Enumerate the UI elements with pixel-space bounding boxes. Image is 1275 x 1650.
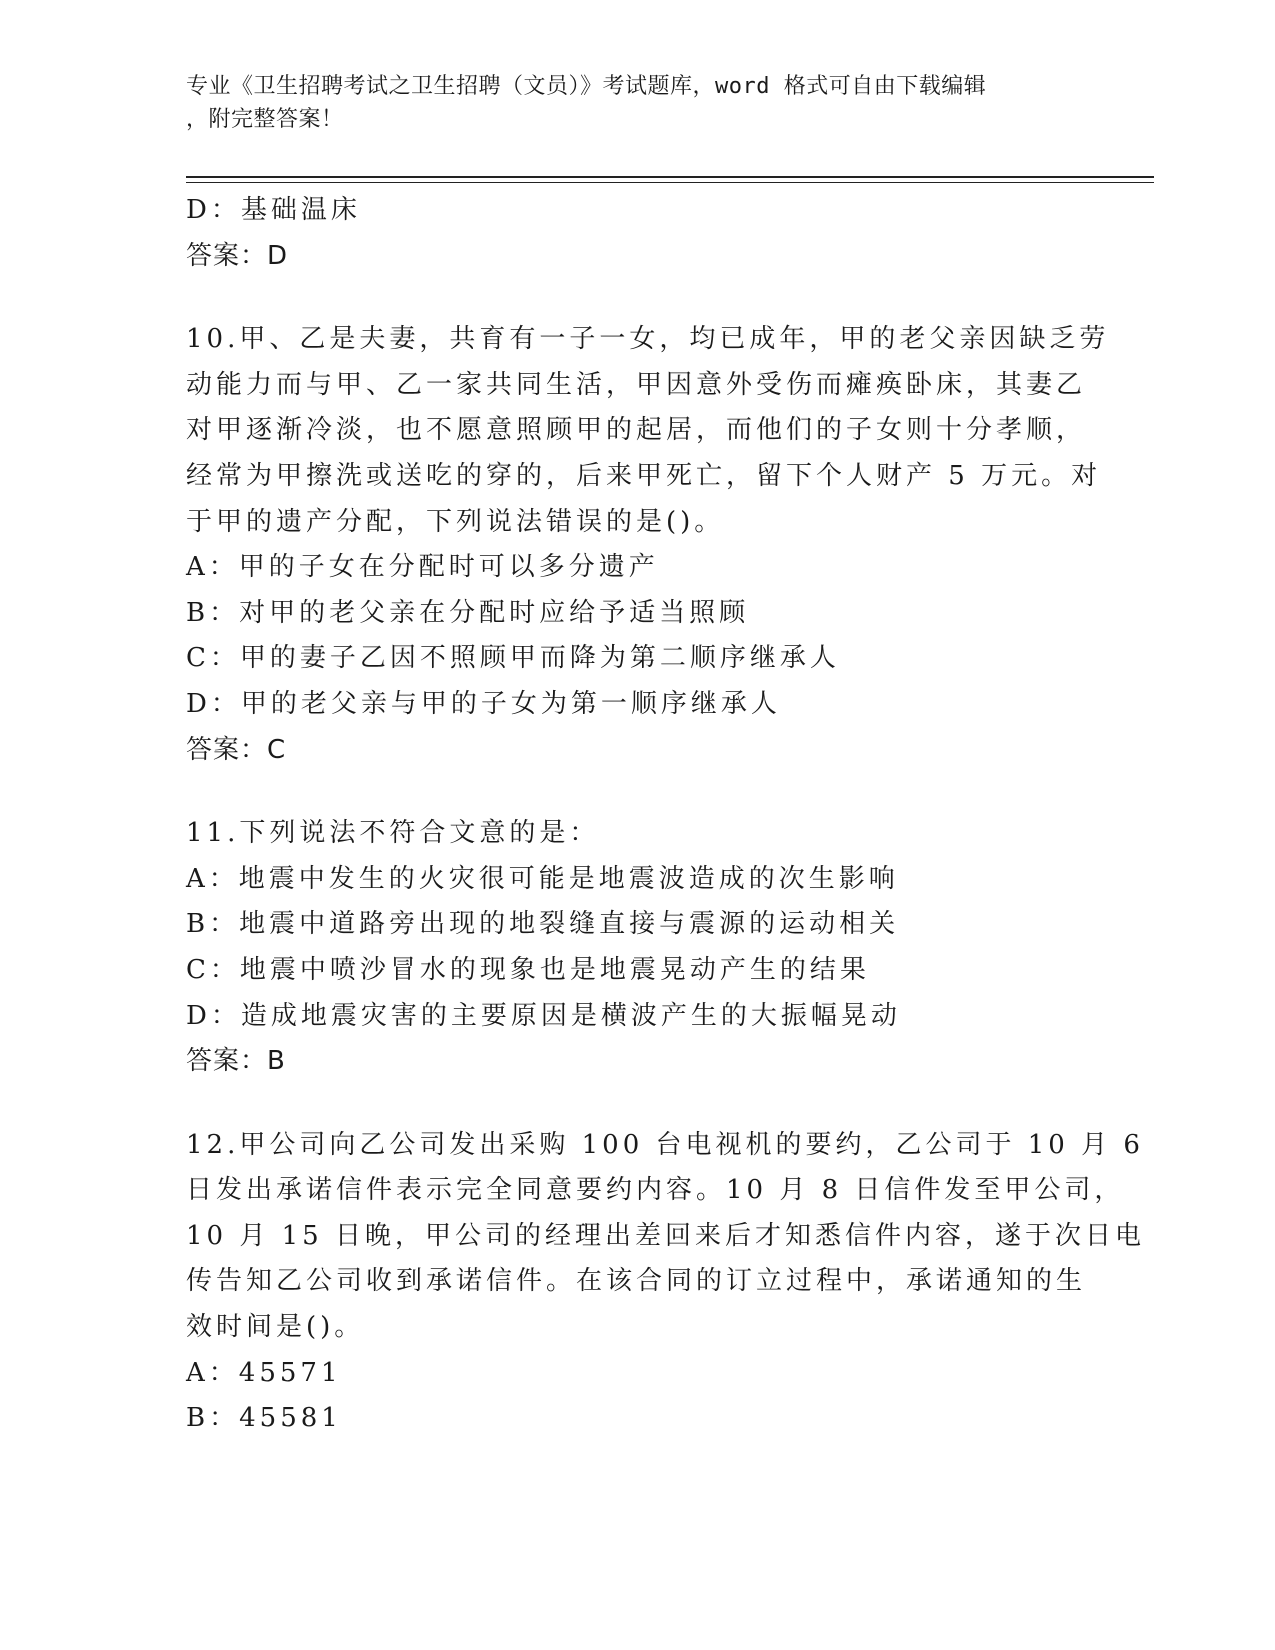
question-text-line: 动能力而与甲、乙一家共同生活，甲因意外受伤而瘫痪卧床，其妻乙: [186, 369, 1087, 400]
header-rule-thin: [186, 182, 1154, 183]
question-text-line: 于甲的遗产分配，下列说法错误的是()。: [186, 506, 725, 537]
option-c: C：甲的妻子乙因不照顾甲而降为第二顺序继承人: [186, 643, 840, 674]
question-text-line: 日发出承诺信件表示完全同意要约内容。10 月 8 日信件发至甲公司，: [186, 1175, 1125, 1206]
header-line-1: 专业《卫生招聘考试之卫生招聘（文员）》考试题库，word 格式可自由下载编辑: [186, 74, 987, 99]
question-text-line: 对甲逐渐冷淡，也不愿意照顾甲的起居，而他们的子女则十分孝顺，: [186, 415, 1087, 446]
answer-line: 答案：D: [186, 240, 289, 271]
question-text-line: 12.甲公司向乙公司发出采购 100 台电视机的要约，乙公司于 10 月 6: [186, 1129, 1144, 1160]
question-text-line: 传告知乙公司收到承诺信件。在该合同的订立过程中，承诺通知的生: [186, 1266, 1087, 1297]
document-body: [186, 188, 1145, 1442]
question-10: [186, 317, 1110, 773]
question-text-line: 11.下列说法不符合文意的是：: [186, 818, 600, 849]
question-text-line: 经常为甲擦洗或送吃的穿的，后来甲死亡，留下个人财产 5 万元。对: [186, 460, 1102, 491]
option-a: A：甲的子女在分配时可以多分遗产: [186, 552, 659, 583]
option-b: B：45581: [186, 1403, 342, 1434]
question-11: [186, 811, 1086, 1085]
answer-line: 答案：B: [186, 1046, 286, 1077]
option-a: A：地震中发生的火灾很可能是地震波造成的次生影响: [186, 863, 899, 894]
option-c: C：地震中喷沙冒水的现象也是地震晃动产生的结果: [186, 954, 870, 985]
answer-line: 答案：C: [186, 734, 287, 765]
option-d: D：造成地震灾害的主要原因是横波产生的大振幅晃动: [186, 1000, 901, 1031]
header-rule-thick: [186, 176, 1154, 178]
previous-question-tail: [186, 188, 1086, 279]
header-line-2: ，附完整答案！: [186, 107, 344, 132]
document-header: [186, 70, 1086, 136]
option-a: A：45571: [186, 1357, 342, 1388]
option-d: D：基础温床: [186, 195, 361, 225]
question-text-line: 10.甲、乙是夫妻，共育有一子一女，均已成年，甲的老父亲因缺乏劳: [186, 324, 1110, 355]
option-b: B：对甲的老父亲在分配时应给予适当照顾: [186, 597, 750, 628]
option-b: B：地震中道路旁出现的地裂缝直接与震源的运动相关: [186, 909, 900, 940]
question-text-line: 效时间是()。: [186, 1312, 365, 1343]
question-12: [186, 1123, 1145, 1442]
question-text-line: 10 月 15 日晚，甲公司的经理出差回来后才知悉信件内容，遂于次日电: [186, 1220, 1145, 1251]
option-d: D：甲的老父亲与甲的子女为第一顺序继承人: [186, 688, 781, 719]
